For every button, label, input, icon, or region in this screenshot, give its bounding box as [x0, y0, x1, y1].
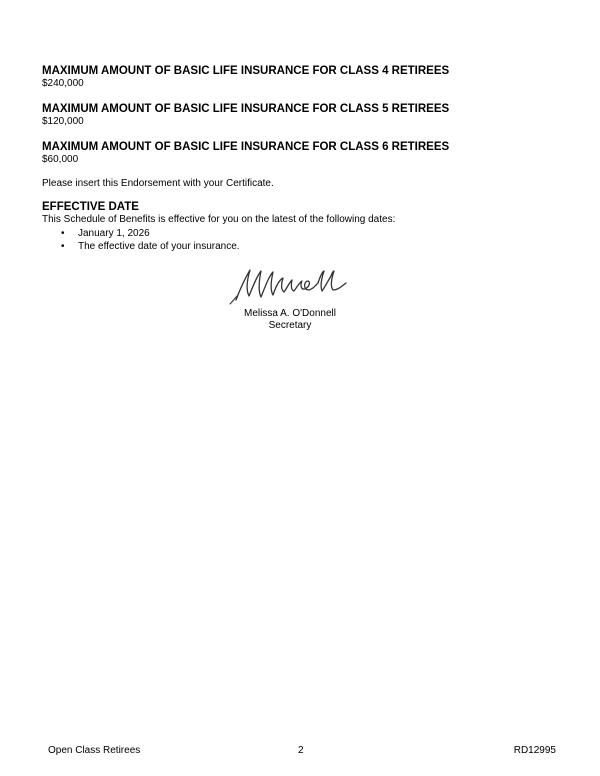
list-item-text: January 1, 2026 [78, 228, 150, 239]
page-footer [0, 745, 600, 759]
document-body [42, 64, 562, 253]
benefit-heading: MAXIMUM AMOUNT OF BASIC LIFE INSURANCE FOR CLASS 4 RETIREES [42, 65, 450, 77]
benefit-amount: $240,000 [42, 78, 84, 89]
effective-date-list [42, 227, 562, 253]
benefit-amount: $120,000 [42, 116, 84, 127]
insert-note: Please insert this Endorsement with your Certificate. [42, 178, 274, 189]
handwritten-signature [220, 262, 360, 308]
list-item [42, 227, 562, 240]
benefit-class-6 [42, 140, 562, 166]
page-number: 2 [298, 745, 304, 756]
signature-block [200, 262, 380, 332]
list-item [42, 240, 562, 253]
benefit-heading: MAXIMUM AMOUNT OF BASIC LIFE INSURANCE FOR CLASS 6 RETIREES [42, 141, 450, 153]
benefit-amount: $60,000 [42, 154, 79, 165]
effective-date-heading: EFFECTIVE DATE [42, 201, 139, 213]
footer-form-code: RD12995 [513, 745, 556, 756]
signer-title: Secretary [268, 320, 312, 331]
bullet-icon: • [61, 228, 65, 239]
benefit-class-5 [42, 102, 562, 128]
bullet-icon: • [61, 241, 65, 252]
effective-date-intro: This Schedule of Benefits is effective for you on the latest of the following dates: [42, 214, 396, 225]
benefit-heading: MAXIMUM AMOUNT OF BASIC LIFE INSURANCE FOR CLASS 5 RETIREES [42, 103, 450, 115]
signer-name: Melissa A. O'Donnell [244, 308, 336, 319]
footer-document-name: Open Class Retirees [48, 745, 141, 756]
effective-date-section [42, 200, 562, 253]
list-item-text: The effective date of your insurance. [78, 241, 240, 252]
benefit-class-4 [42, 64, 562, 90]
